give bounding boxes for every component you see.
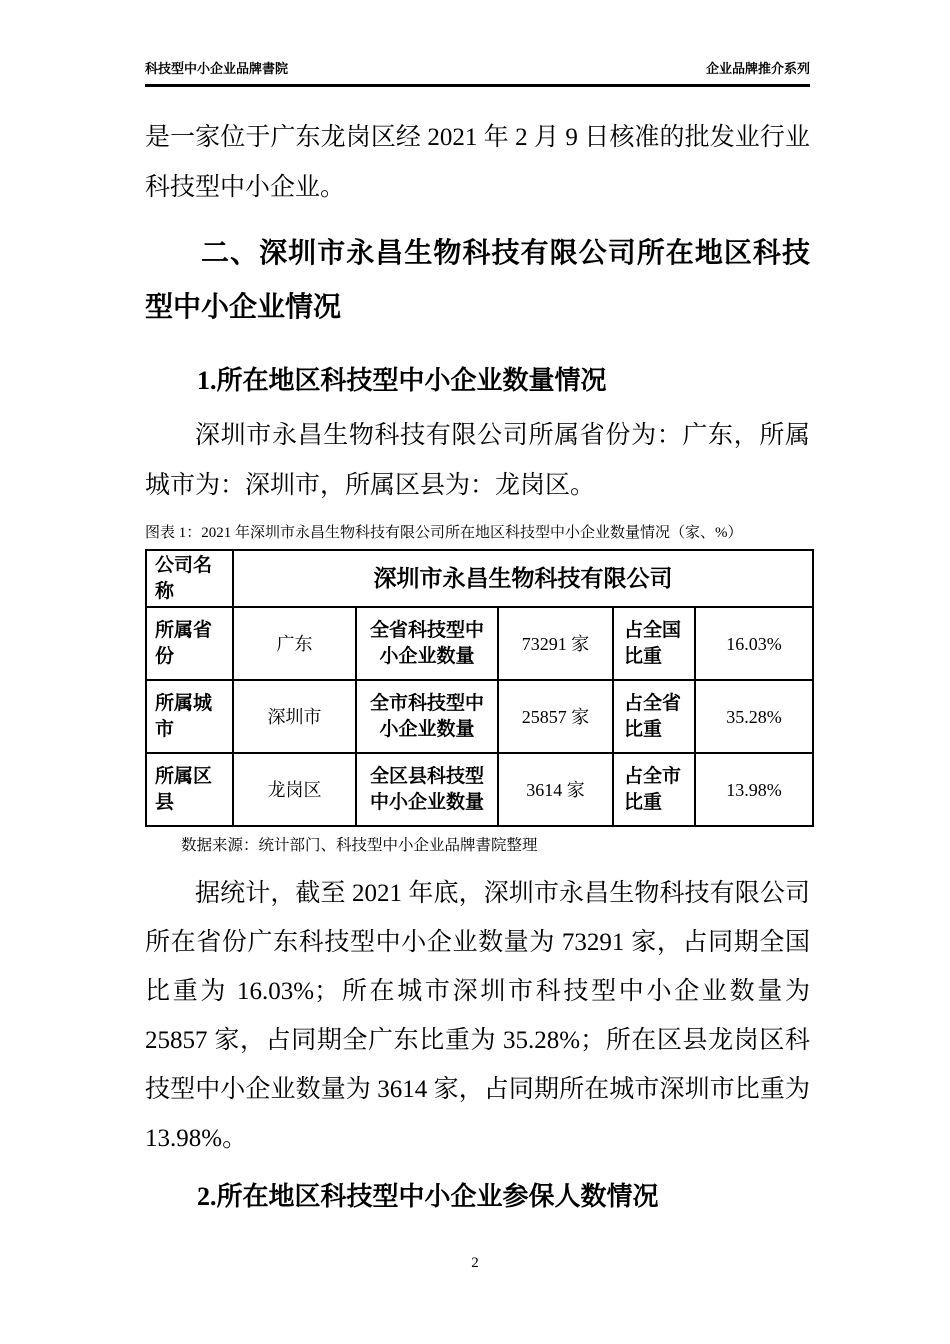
count-cell: 73291 家 [498, 607, 613, 680]
page-header [145, 60, 810, 77]
subsection-heading-1: 1.所在地区科技型中小企业数量情况 [197, 366, 607, 395]
intro-paragraph: 是一家位于广东龙岗区经 2021 年 2 月 9 日核准的批发业行业科技型中小企业。 [145, 124, 810, 201]
region-cell: 深圳市 [233, 680, 356, 753]
metric-label-cell: 全区县科技型中小企业数量 [356, 753, 498, 826]
share-value-cell: 13.98% [695, 753, 813, 826]
table-row-province [146, 607, 813, 680]
data-source-note: 数据来源：统计部门、科技型中小企业品牌書院整理 [181, 837, 538, 855]
row-label-cell: 所属城市 [146, 680, 233, 753]
metric-label-cell: 全市科技型中小企业数量 [356, 680, 498, 753]
company-name-cell: 深圳市永昌生物科技有限公司 [233, 550, 813, 607]
header-left-text: 科技型中小企业品牌書院 [145, 61, 289, 76]
table-caption: 图表 1：2021 年深圳市永昌生物科技有限公司所在地区科技型中小企业数量情况（家、%） [145, 525, 743, 541]
section-heading: 二、深圳市永昌生物科技有限公司所在地区科技型中小企业情况 [145, 238, 810, 323]
share-value-cell: 35.28% [695, 680, 813, 753]
share-label-cell: 占全市比重 [613, 753, 695, 826]
stats-paragraph: 据统计，截至 2021 年底，深圳市永昌生物科技有限公司所在省份广东科技型中小企业数量为 73291 家，占同期全国比重为 16.03%；所在城市深圳市科技型中小企业数量为 25857 家，占同期全广东比重为 35.28%；所在区县龙岗区科技型中小企业数量为 3614 家，占同期所在城市深圳市比重为 13.98%。 [145, 880, 810, 1153]
share-value-cell: 16.03% [695, 607, 813, 680]
count-cell: 3614 家 [498, 753, 613, 826]
metric-label-cell: 全省科技型中小企业数量 [356, 607, 498, 680]
subsection-heading-2: 2.所在地区科技型中小企业参保人数情况 [197, 1182, 659, 1212]
share-label-cell: 占全国比重 [613, 607, 695, 680]
share-label-cell: 占全省比重 [613, 680, 695, 753]
data-table [145, 549, 814, 827]
document-body [145, 113, 810, 1217]
header-divider [145, 84, 810, 87]
region-cell: 龙岗区 [233, 753, 356, 826]
page-number: 2 [471, 1255, 479, 1271]
table-row-district [146, 753, 813, 826]
count-cell: 25857 家 [498, 680, 613, 753]
location-paragraph: 深圳市永昌生物科技有限公司所属省份为：广东，所属城市为：深圳市，所属区县为：龙岗区。 [145, 422, 810, 499]
table-row-city [146, 680, 813, 753]
row-label-cell: 所属区县 [146, 753, 233, 826]
company-label-cell: 公司名称 [146, 550, 233, 607]
region-cell: 广东 [233, 607, 356, 680]
row-label-cell: 所属省份 [146, 607, 233, 680]
header-right-text: 企业品牌推介系列 [705, 61, 810, 76]
table-row-company [146, 550, 813, 607]
